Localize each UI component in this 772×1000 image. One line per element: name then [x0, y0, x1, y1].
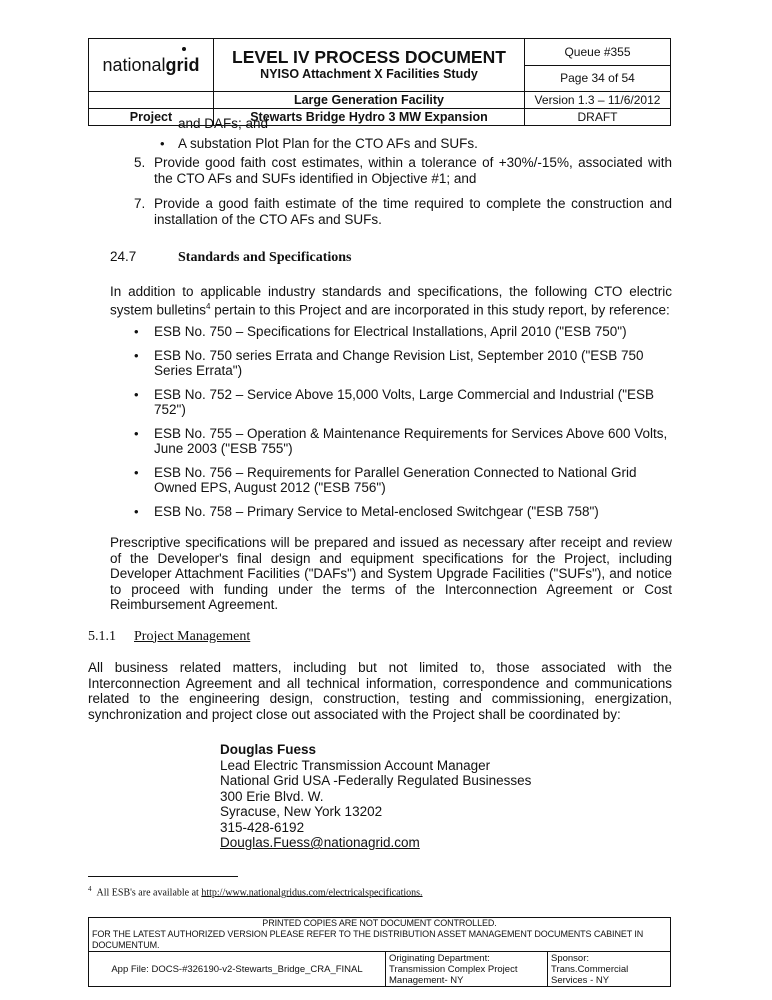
footer-table — [88, 917, 671, 987]
empty-cell — [89, 92, 214, 109]
subsection-heading — [88, 629, 672, 645]
list-item — [110, 348, 672, 379]
department-value: Transmission Complex Project Management- NY — [389, 963, 518, 986]
item-text: Provide good faith cost estimates, within a tolerance of +30%/-15%, associated with the CTO AFs and SUFs identified in Objective #1; and — [154, 155, 672, 186]
draft-status: DRAFT — [525, 109, 671, 126]
document-subtitle: NYISO Attachment X Facilities Study — [260, 67, 478, 81]
logo-dot-icon — [182, 47, 186, 51]
logo-text-grid: grid — [165, 54, 200, 75]
specifications-link[interactable]: http://www.nationalgridus.com/electricalspecifications. — [201, 887, 423, 899]
contact-block — [220, 742, 531, 851]
item-number: 5. — [134, 155, 146, 170]
originating-department — [386, 952, 548, 987]
project-label: Project — [89, 109, 214, 126]
list-item — [110, 136, 672, 152]
facility-type: Large Generation Facility — [214, 92, 525, 109]
logo-text-national: national — [102, 54, 166, 75]
section-heading — [110, 249, 672, 266]
item-number: 7. — [134, 196, 146, 211]
esb-750: ESB No. 750 – Specifications for Electrical Installations, April 2010 ("ESB 750") — [154, 324, 627, 339]
footnote-divider — [88, 876, 238, 877]
contact-role: Lead Electric Transmission Account Manager — [220, 757, 491, 773]
footnote-number: 4 — [88, 885, 92, 893]
list-item — [110, 465, 672, 496]
prescriptive-paragraph: Prescriptive specifications will be prepared and issued as necessary after receipt and review of the Developer's final design and equipment specifications for the Project, including Developer Attachment Facilities ("DAFs") and System Upgrade Facilities ("SUFs"), and notice to proceed with funding under the terms of the Interconnection Agreement or Cost Reimbursement Agreement. — [110, 535, 672, 612]
esb-750-errata: ESB No. 750 series Errata and Change Revision List, September 2010 ("ESB 750 Series Errata") — [154, 347, 644, 378]
footnote-ref[interactable]: 4 — [206, 302, 211, 311]
notice-line-2: FOR THE LATEST AUTHORIZED VERSION PLEASE REFER TO THE DISTRIBUTION ASSET MANAGEMENT DOCUMENTS CABINET IN DOCUMENTUM. — [92, 929, 644, 950]
bullet-icon: • — [134, 503, 139, 519]
list-item — [110, 387, 672, 418]
bullet-icon: • — [134, 324, 139, 339]
section-number: 24.7 — [110, 249, 137, 264]
contact-phone: 315-428-6192 — [220, 819, 305, 835]
plot-plan-item: A substation Plot Plan for the CTO AFs and SUFs. — [178, 135, 478, 151]
subsection-title: Project Management — [134, 628, 251, 644]
national-grid-logo — [89, 39, 214, 92]
footnote-text: All ESB's are available at — [96, 887, 202, 899]
esb-752: ESB No. 752 – Service Above 15,000 Volts, Large Commercial and Industrial ("ESB 752") — [154, 386, 655, 417]
footnote — [88, 885, 423, 898]
esb-list — [110, 324, 672, 519]
sponsor-label: Sponsor: — [551, 952, 590, 964]
sponsor-value: Trans.Commercial Services - NY — [551, 963, 629, 986]
bullet-icon: • — [134, 425, 139, 441]
intro-text-a: In addition to applicable industry standards and specifications, the following CTO electric system bulletins — [110, 283, 672, 318]
control-notice — [89, 918, 671, 952]
page-number: Page 34 of 54 — [525, 65, 671, 92]
project-name: Stewarts Bridge Hydro 3 MW Expansion — [214, 109, 525, 126]
list-item — [110, 426, 672, 457]
subsection-number: 5.1.1 — [88, 628, 116, 644]
contact-name: Douglas Fuess — [220, 742, 317, 757]
item-text: Provide a good faith estimate of the time required to complete the construction and installation of the CTO AFs and SUFs. — [154, 196, 672, 227]
contact-organization: National Grid USA -Federally Regulated Businesses — [220, 773, 532, 788]
bullet-icon: • — [160, 135, 165, 151]
business-paragraph: All business related matters, including but not limited to, those associated with the Interconnection Agreement and all technical information, correspondence and communications related to the engineering design, construction, testing and commissioning, energization, synchronization and project close out associated with the Project shall be coordinated by: — [88, 660, 672, 722]
esb-756: ESB No. 756 – Requirements for Parallel Generation Connected to National Grid Owned EPS, August 2012 ("ESB 756") — [154, 464, 637, 495]
objective-item-7 — [110, 196, 672, 227]
intro-paragraph — [110, 284, 672, 319]
document-body — [88, 116, 672, 722]
document-title: LEVEL IV PROCESS DOCUMENT — [232, 47, 506, 67]
list-item — [110, 504, 672, 520]
bullet-icon: • — [134, 464, 139, 480]
bullet-icon: • — [134, 386, 139, 402]
esb-758: ESB No. 758 – Primary Service to Metal-enclosed Switchgear ("ESB 758") — [154, 503, 599, 519]
document-title-cell — [214, 39, 525, 92]
contact-email-link[interactable]: Douglas.Fuess@nationagrid.com — [220, 835, 420, 850]
contact-city: Syracuse, New York 13202 — [220, 804, 383, 819]
sponsor — [548, 952, 671, 987]
app-file: App File: DOCS-#326190-v2-Stewarts_Bridge_CRA_FINAL — [89, 952, 386, 987]
department-label: Originating Department: — [389, 952, 490, 964]
objective-item-5 — [110, 155, 672, 186]
continued-line: and DAFs; and — [178, 116, 269, 131]
contact-street: 300 Erie Blvd. W. — [220, 788, 324, 804]
section-title: Standards and Specifications — [178, 250, 352, 265]
bullet-icon: • — [134, 347, 139, 363]
intro-text-b: pertain to this Project and are incorporated in this study report, by reference: — [210, 302, 670, 318]
header-table — [88, 38, 671, 126]
version-info: Version 1.3 – 11/6/2012 — [525, 92, 671, 109]
queue-number: Queue #355 — [525, 39, 671, 66]
notice-line-1: PRINTED COPIES ARE NOT DOCUMENT CONTROLLED. — [262, 918, 497, 928]
list-item — [110, 324, 672, 340]
esb-755: ESB No. 755 – Operation & Maintenance Requirements for Services Above 600 Volts, June 2003 ("ESB 755") — [154, 425, 668, 456]
